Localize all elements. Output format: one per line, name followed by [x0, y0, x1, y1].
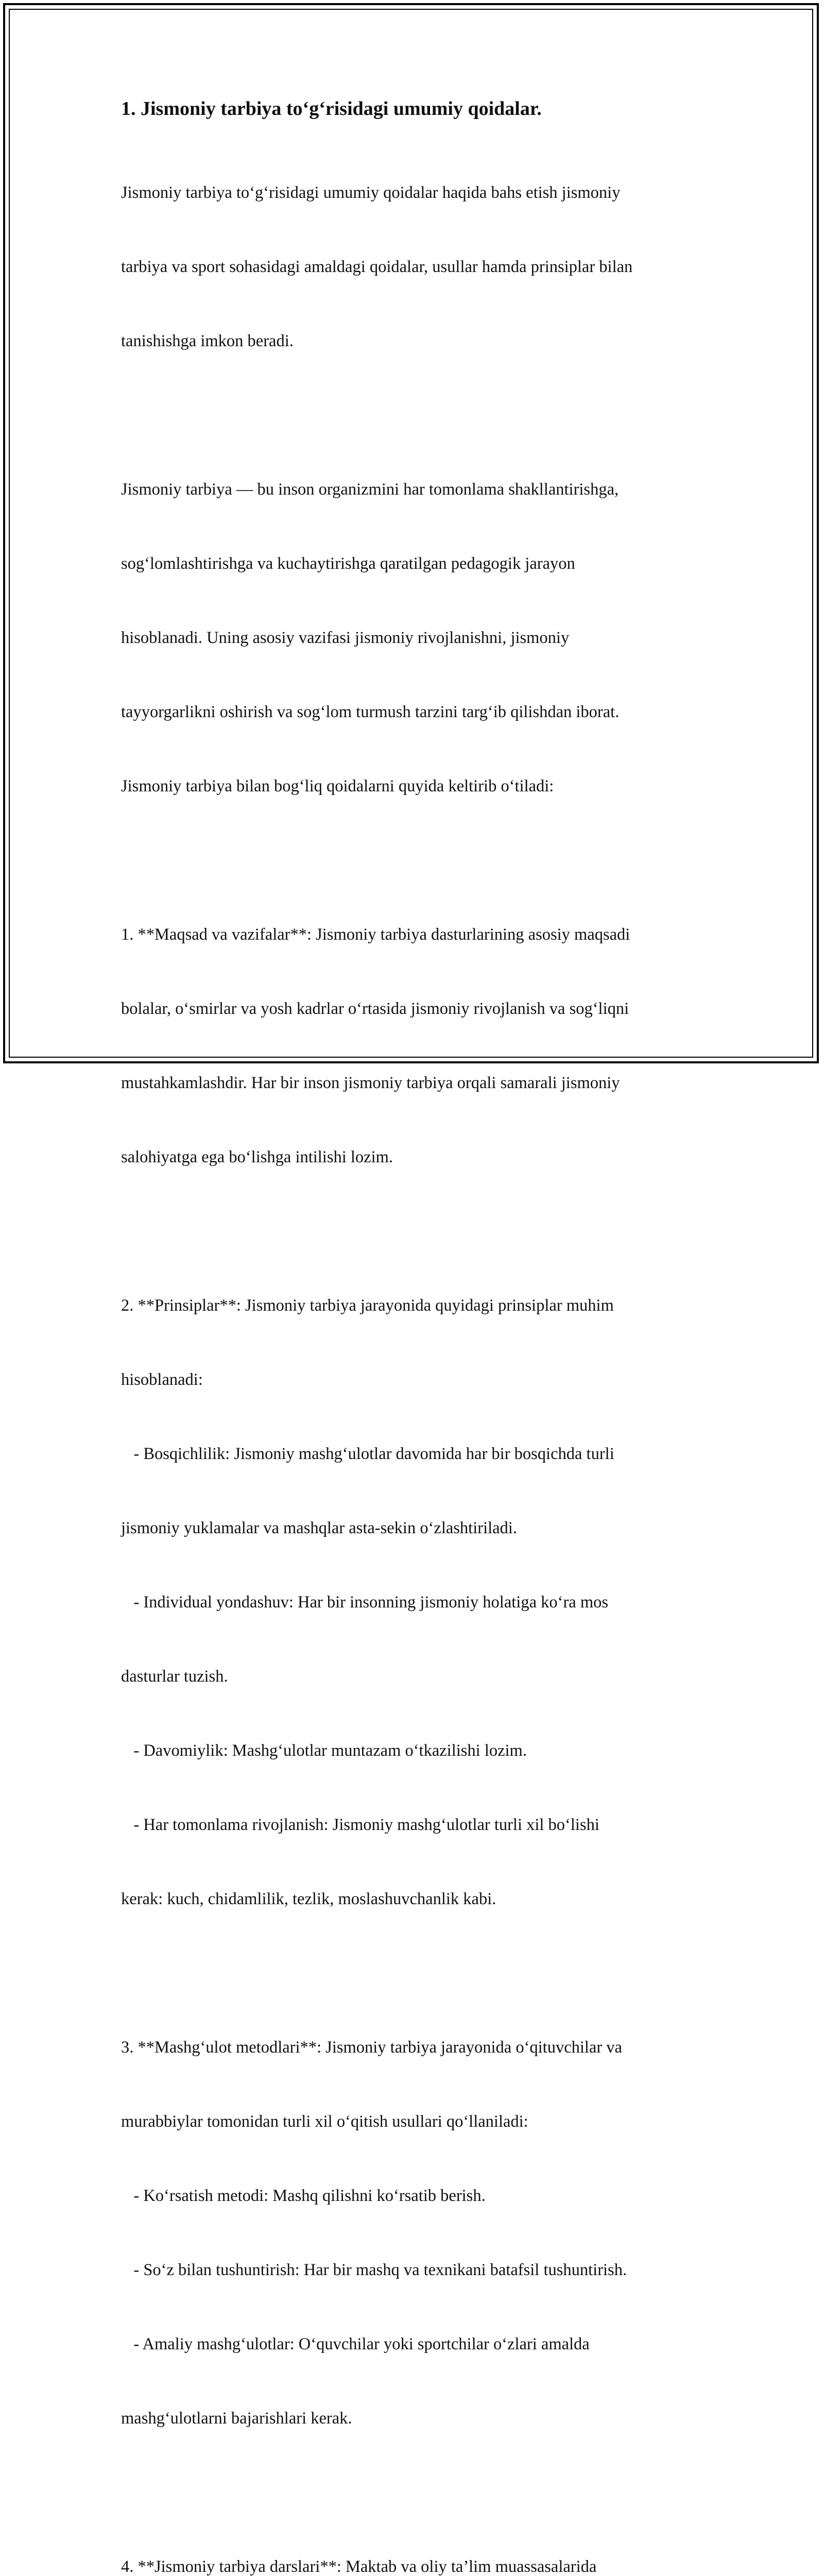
- text-line: jismoniy yuklamalar va mashqlar asta-sekin o‘zlashtiriladi.: [121, 1519, 517, 1537]
- text-line: 1. **Maqsad va vazifalar**: Jismoniy tarbiya dasturlarining asosiy maqsadi: [121, 925, 630, 944]
- text-line: tanishishga imkon beradi.: [121, 332, 294, 350]
- text-line: salohiyatga ega bo‘lishga intilishi lozim.: [121, 1148, 393, 1166]
- text-line: - Bosqichlilik: Jismoniy mashg‘ulotlar davomida har bir bosqichda turli: [121, 1445, 614, 1463]
- text-line: kerak: kuch, chidamlilik, tezlik, moslashuvchanlik kabi.: [121, 1890, 496, 1908]
- text-line: - Amaliy mashg‘ulotlar: O‘quvchilar yoki sportchilar o‘zlari amalda: [121, 2335, 590, 2353]
- paragraph-principles: [121, 1244, 703, 1961]
- text-line: mustahkamlashdir. Har bir inson jismoniy tarbiya orqali samarali jismoniy: [121, 1074, 620, 1092]
- paragraph-goals: [121, 873, 703, 1219]
- text-line: - Ko‘rsatish metodi: Mashq qilishni ko‘rsatib berish.: [121, 2187, 486, 2205]
- paragraph-intro: [121, 131, 703, 403]
- text-line: bolalar, o‘smirlar va yosh kadrlar o‘rtasida jismoniy rivojlanish va sog‘liqni: [121, 999, 629, 1018]
- text-line: Jismoniy tarbiya to‘g‘risidagi umumiy qoidalar haqida bahs etish jismoniy: [121, 183, 621, 202]
- document-body: [121, 96, 703, 2576]
- text-line: Jismoniy tarbiya — bu inson organizmini har tomonlama shakllantirishga,: [121, 480, 619, 499]
- text-line: - Davomiylik: Mashg‘ulotlar muntazam o‘tkazilishi lozim.: [121, 1741, 527, 1760]
- text-line: 3. **Mashg‘ulot metodlari**: Jismoniy tarbiya jarayonida o‘qituvchilar va: [121, 2038, 622, 2057]
- text-line: mashg‘ulotlarni bajarishlari kerak.: [121, 2409, 352, 2428]
- paragraph-lessons: [121, 2505, 703, 2576]
- paragraph-methods: [121, 1986, 703, 2480]
- text-line: dasturlar tuzish.: [121, 1667, 228, 1686]
- text-line: murabbiylar tomonidan turli xil o‘qitish usullari qo‘llaniladi:: [121, 2112, 528, 2131]
- text-line: Jismoniy tarbiya bilan bog‘liq qoidalarni quyida keltirib o‘tiladi:: [121, 777, 554, 795]
- text-line: - So‘z bilan tushuntirish: Har bir mashq va texnikani batafsil tushuntirish.: [121, 2261, 627, 2279]
- text-line: - Individual yondashuv: Har bir insonning jismoniy holatiga ko‘ra mos: [121, 1593, 608, 1612]
- text-line: tayyorgarlikni oshirish va sog‘lom turmush tarzini targ‘ib qilishdan iborat.: [121, 703, 620, 721]
- paragraph-definition: [121, 428, 703, 848]
- text-line: tarbiya va sport sohasidagi amaldagi qoidalar, usullar hamda prinsiplar bilan: [121, 258, 633, 276]
- section-heading: 1. Jismoniy tarbiya to‘g‘risidagi umumiy qoidalar.: [121, 98, 542, 120]
- text-line: 4. **Jismoniy tarbiya darslari**: Maktab va oliy ta’lim muassasalarida: [121, 2557, 597, 2576]
- text-line: sog‘lomlashtirishga va kuchaytirishga qaratilgan pedagogik jarayon: [121, 554, 575, 573]
- text-line: - Har tomonlama rivojlanish: Jismoniy mashg‘ulotlar turli xil bo‘lishi: [121, 1816, 599, 1834]
- text-line: 2. **Prinsiplar**: Jismoniy tarbiya jarayonida quyidagi prinsiplar muhim: [121, 1296, 614, 1315]
- text-line: hisoblanadi. Uning asosiy vazifasi jismoniy rivojlanishni, jismoniy: [121, 629, 570, 647]
- text-line: hisoblanadi:: [121, 1370, 203, 1389]
